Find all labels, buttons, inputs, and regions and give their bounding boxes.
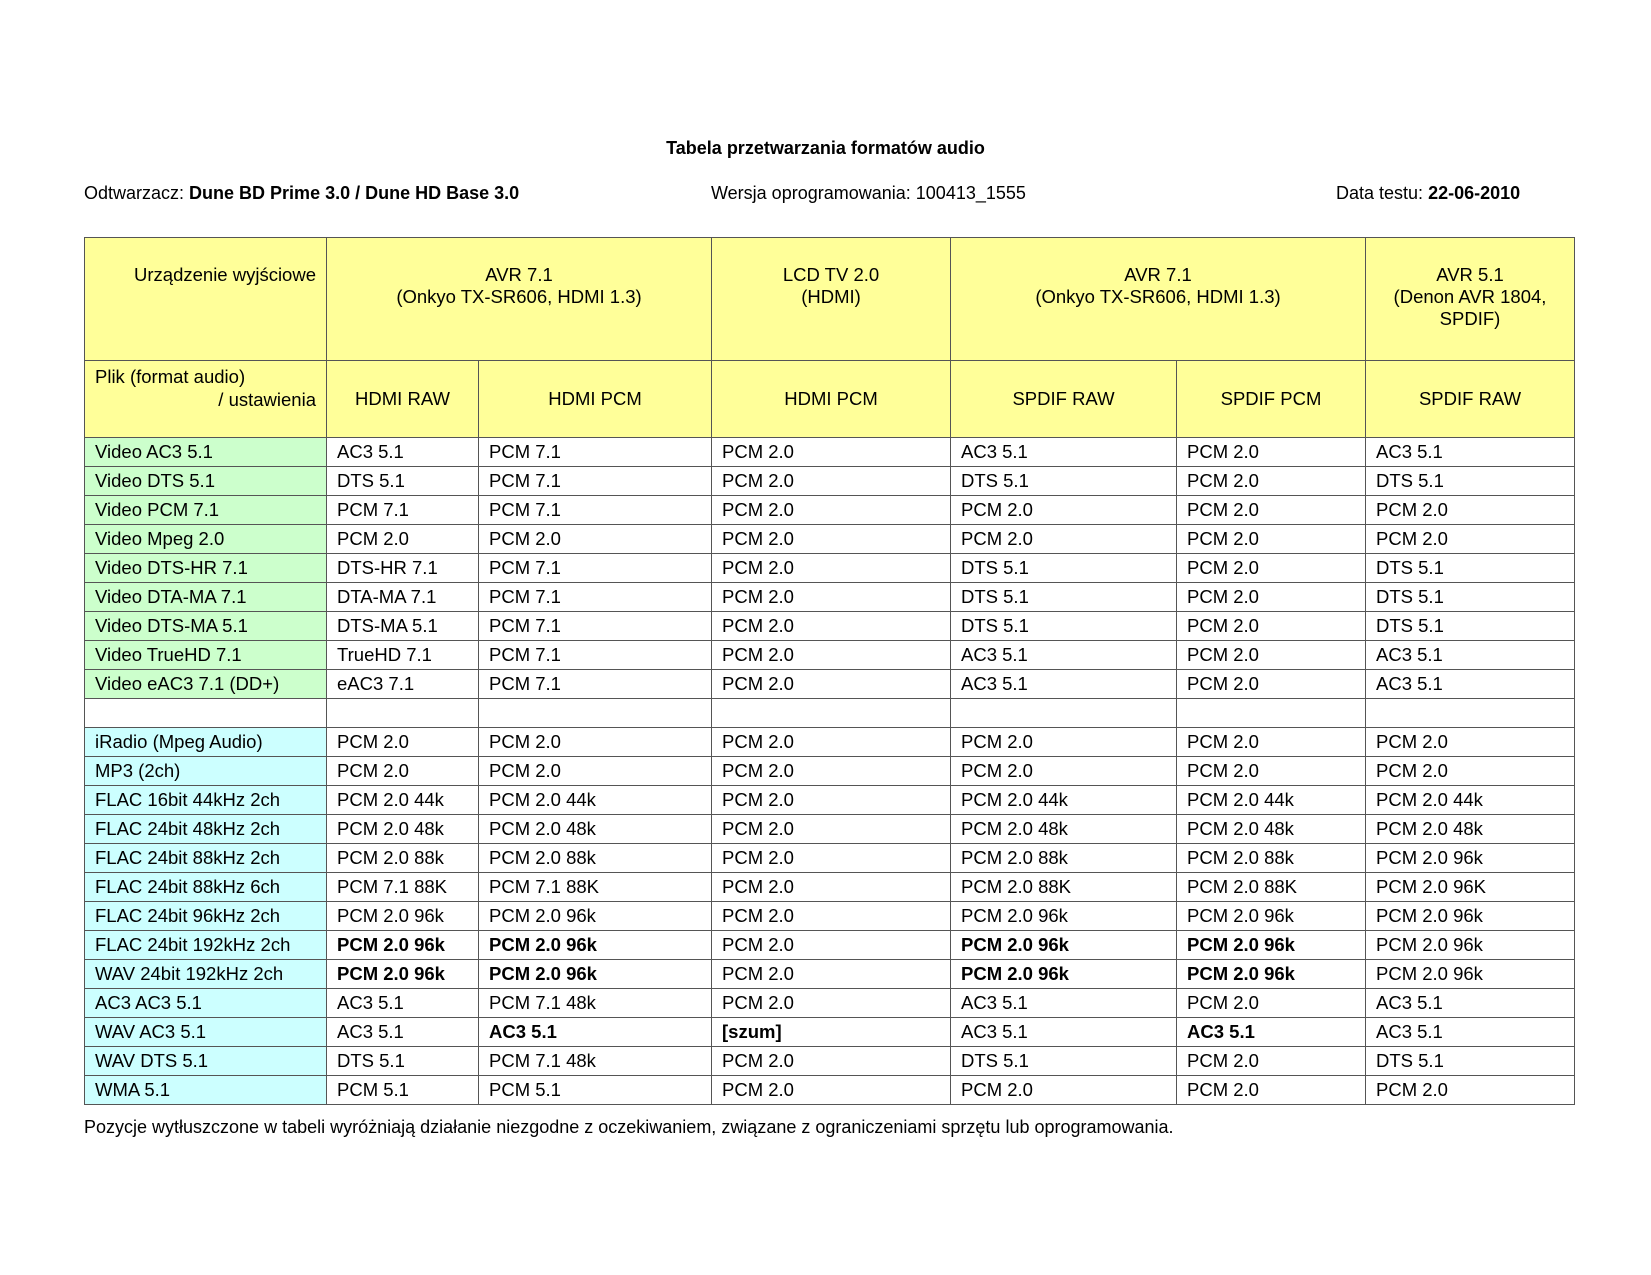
output-cell: PCM 2.0 96k [951,931,1177,960]
output-cell: PCM 2.0 [1177,612,1366,641]
empty-cell [712,699,951,728]
output-cell: PCM 2.0 [712,670,951,699]
output-cell: PCM 2.0 [1177,583,1366,612]
output-cell: PCM 7.1 [327,496,479,525]
mode-header-cell: SPDIF RAW [1366,361,1575,438]
output-cell: PCM 7.1 [479,670,712,699]
device-detail: (Denon AVR 1804, SPDIF) [1393,286,1547,329]
output-cell: DTS 5.1 [327,1047,479,1076]
file-format-cell: FLAC 16bit 44kHz 2ch [85,786,327,815]
software-info [711,183,1026,204]
output-cell: PCM 2.0 [1366,496,1575,525]
output-cell: PCM 7.1 [479,641,712,670]
output-cell: DTS 5.1 [951,554,1177,583]
output-cell: DTS 5.1 [1366,1047,1575,1076]
output-cell: DTS 5.1 [1366,554,1575,583]
output-cell: PCM 2.0 [1177,641,1366,670]
file-format-cell: Video AC3 5.1 [85,438,327,467]
output-cell: PCM 2.0 88k [1177,844,1366,873]
output-cell: PCM 2.0 [712,931,951,960]
software-label: Wersja oprogramowania: [711,183,911,203]
output-cell: PCM 2.0 96k [327,931,479,960]
empty-cell [1366,699,1575,728]
output-cell: PCM 2.0 96k [1366,960,1575,989]
empty-cell [327,699,479,728]
output-cell: PCM 2.0 [1177,1047,1366,1076]
output-cell: AC3 5.1 [951,641,1177,670]
output-cell: PCM 2.0 [479,728,712,757]
output-cell: PCM 2.0 [712,496,951,525]
output-cell: PCM 2.0 [951,728,1177,757]
table-row [85,496,1575,525]
device-header-cell [951,238,1366,361]
output-cell: PCM 2.0 96k [1366,844,1575,873]
output-cell: PCM 7.1 [479,612,712,641]
output-cell: PCM 2.0 96k [1177,902,1366,931]
date-value: 22-06-2010 [1428,183,1521,203]
output-cell: PCM 2.0 [1177,1076,1366,1105]
mode-header-cell: SPDIF PCM [1177,361,1366,438]
output-cell: AC3 5.1 [951,670,1177,699]
output-cell: PCM 2.0 88k [479,844,712,873]
output-cell: AC3 5.1 [1366,641,1575,670]
output-cell: PCM 2.0 [1177,554,1366,583]
device-header-cell [712,238,951,361]
file-format-cell: MP3 (2ch) [85,757,327,786]
table-row [85,467,1575,496]
file-format-cell: WAV 24bit 192kHz 2ch [85,960,327,989]
output-cell: PCM 2.0 44k [1366,786,1575,815]
output-cell: PCM 7.1 88K [327,873,479,902]
output-cell: DTS 5.1 [327,467,479,496]
output-cell: PCM 2.0 [712,438,951,467]
table-row [85,960,1575,989]
output-cell: PCM 2.0 [712,467,951,496]
output-cell: PCM 2.0 88K [1177,873,1366,902]
device-header-cell [1366,238,1575,361]
file-format-cell: Video DTS 5.1 [85,467,327,496]
output-cell: PCM 2.0 96k [479,931,712,960]
audio-format-table [84,237,1575,1105]
output-cell: PCM 2.0 [951,757,1177,786]
output-cell: PCM 2.0 [712,902,951,931]
page-title: Tabela przetwarzania formatów audio [666,138,985,158]
output-cell: PCM 7.1 88K [479,873,712,902]
output-cell: DTS 5.1 [1366,612,1575,641]
settings-text: / ustawienia [218,389,316,410]
table-row [85,902,1575,931]
output-cell: PCM 7.1 [479,438,712,467]
file-format-cell: Video TrueHD 7.1 [85,641,327,670]
output-cell: DTS 5.1 [951,1047,1177,1076]
output-cell: PCM 2.0 [1177,496,1366,525]
output-cell: PCM 2.0 [1177,757,1366,786]
output-cell: PCM 7.1 [479,467,712,496]
output-cell: PCM 2.0 48k [1366,815,1575,844]
output-cell: PCM 2.0 [712,583,951,612]
output-cell: AC3 5.1 [1366,438,1575,467]
output-cell: AC3 5.1 [327,1018,479,1047]
output-cell: PCM 2.0 [951,525,1177,554]
output-cell: PCM 2.0 96k [951,902,1177,931]
output-cell: AC3 5.1 [1366,989,1575,1018]
file-format-cell: WAV AC3 5.1 [85,1018,327,1047]
output-cell: PCM 7.1 48k [479,989,712,1018]
output-cell: PCM 2.0 [479,525,712,554]
output-cell: AC3 5.1 [1177,1018,1366,1047]
output-cell: DTS-HR 7.1 [327,554,479,583]
table-row [85,931,1575,960]
device-name: AVR 7.1 [1124,264,1192,285]
file-format-cell: FLAC 24bit 48kHz 2ch [85,815,327,844]
output-cell: [szum] [712,1018,951,1047]
output-cell: PCM 2.0 [1177,728,1366,757]
output-cell: PCM 2.0 88k [327,844,479,873]
empty-cell [951,699,1177,728]
output-device-label: Urządzenie wyjściowe [85,238,327,361]
empty-cell [1177,699,1366,728]
output-cell: PCM 2.0 96k [951,960,1177,989]
output-cell: PCM 2.0 [712,960,951,989]
file-format-cell: Video PCM 7.1 [85,496,327,525]
table-row [85,1047,1575,1076]
output-cell: PCM 2.0 [1177,670,1366,699]
output-cell: PCM 2.0 [712,873,951,902]
output-cell: PCM 2.0 [1177,989,1366,1018]
output-cell: PCM 2.0 96k [1177,931,1366,960]
table-row [85,583,1575,612]
output-cell: PCM 2.0 [712,757,951,786]
device-name: AVR 5.1 [1436,264,1504,285]
device-header-cell [327,238,712,361]
output-cell: DTS 5.1 [951,612,1177,641]
output-cell: PCM 2.0 [1366,1076,1575,1105]
spacer-row [85,699,1575,728]
mode-header-cell: HDMI RAW [327,361,479,438]
mode-header-cell: HDMI PCM [479,361,712,438]
table-row [85,873,1575,902]
table-row [85,612,1575,641]
player-info [84,183,519,204]
table-row [85,670,1575,699]
output-cell: PCM 2.0 96k [479,960,712,989]
device-detail: (Onkyo TX-SR606, HDMI 1.3) [1035,286,1281,307]
output-cell: PCM 2.0 [712,844,951,873]
output-cell: PCM 2.0 [1366,728,1575,757]
output-cell: PCM 2.0 [327,728,479,757]
output-cell: PCM 2.0 [951,496,1177,525]
output-cell: PCM 2.0 44k [951,786,1177,815]
player-label: Odtwarzacz: [84,183,185,203]
mode-header-row [85,361,1575,438]
table-row [85,786,1575,815]
output-cell: PCM 7.1 [479,583,712,612]
file-format-text: Plik (format audio) [95,366,246,387]
player-value: Dune BD Prime 3.0 / Dune HD Base 3.0 [189,183,520,203]
output-cell: PCM 2.0 [327,525,479,554]
output-cell: PCM 2.0 [327,757,479,786]
table-row [85,989,1575,1018]
output-cell: PCM 2.0 48k [1177,815,1366,844]
output-cell: PCM 2.0 [712,525,951,554]
output-cell: PCM 2.0 44k [479,786,712,815]
empty-cell [85,699,327,728]
output-cell: PCM 2.0 [712,786,951,815]
mode-header-cell: HDMI PCM [712,361,951,438]
device-detail: (Onkyo TX-SR606, HDMI 1.3) [396,286,642,307]
output-cell: PCM 2.0 [1177,438,1366,467]
empty-cell [479,699,712,728]
output-cell: AC3 5.1 [327,438,479,467]
device-name: LCD TV 2.0 [782,264,880,285]
output-cell: eAC3 7.1 [327,670,479,699]
mode-header-cell: SPDIF RAW [951,361,1177,438]
table-row [85,641,1575,670]
output-cell: DTA-MA 7.1 [327,583,479,612]
output-cell: PCM 2.0 [712,728,951,757]
date-label: Data testu: [1336,183,1424,203]
table-row [85,525,1575,554]
file-format-cell: WAV DTS 5.1 [85,1047,327,1076]
output-cell: AC3 5.1 [1366,670,1575,699]
output-cell: AC3 5.1 [327,989,479,1018]
output-cell: PCM 2.0 [712,641,951,670]
output-cell: PCM 2.0 [951,1076,1177,1105]
device-header-row [85,238,1575,361]
output-cell: AC3 5.1 [479,1018,712,1047]
table-row [85,757,1575,786]
file-format-cell: FLAC 24bit 192kHz 2ch [85,931,327,960]
output-cell: PCM 2.0 [712,1076,951,1105]
output-cell: PCM 2.0 48k [479,815,712,844]
output-cell: PCM 2.0 [712,989,951,1018]
table-row [85,815,1575,844]
output-cell: PCM 5.1 [327,1076,479,1105]
output-cell: PCM 7.1 [479,496,712,525]
file-format-cell: Video DTS-MA 5.1 [85,612,327,641]
output-cell: AC3 5.1 [951,1018,1177,1047]
output-cell: PCM 2.0 88K [951,873,1177,902]
device-detail: (HDMI) [801,286,861,307]
output-cell: PCM 2.0 [712,612,951,641]
file-format-label [85,361,327,438]
output-cell: PCM 2.0 96k [1366,902,1575,931]
output-cell: PCM 2.0 48k [951,815,1177,844]
output-cell: PCM 2.0 96k [1177,960,1366,989]
output-cell: PCM 2.0 44k [1177,786,1366,815]
output-cell: PCM 2.0 [479,757,712,786]
output-cell: DTS-MA 5.1 [327,612,479,641]
output-cell: PCM 2.0 48k [327,815,479,844]
output-cell: AC3 5.1 [951,438,1177,467]
file-format-cell: Video Mpeg 2.0 [85,525,327,554]
output-cell: PCM 2.0 96k [327,902,479,931]
table-row [85,438,1575,467]
footer-note: Pozycje wytłuszczone w tabeli wyróżniają działanie niezgodne z oczekiwaniem, związane z ograniczeniami sprzętu lub oprogramowania. [84,1117,1174,1137]
output-cell: DTS 5.1 [1366,467,1575,496]
file-format-cell: Video DTA-MA 7.1 [85,583,327,612]
output-cell: PCM 2.0 [1366,757,1575,786]
file-format-cell: FLAC 24bit 88kHz 6ch [85,873,327,902]
output-cell: AC3 5.1 [1366,1018,1575,1047]
file-format-cell: FLAC 24bit 96kHz 2ch [85,902,327,931]
output-cell: PCM 2.0 44k [327,786,479,815]
device-name: AVR 7.1 [485,264,553,285]
output-cell: PCM 2.0 [712,815,951,844]
output-cell: PCM 7.1 48k [479,1047,712,1076]
output-cell: PCM 2.0 [1366,525,1575,554]
date-info [1336,183,1520,204]
table-row [85,1076,1575,1105]
output-cell: AC3 5.1 [951,989,1177,1018]
file-format-cell: iRadio (Mpeg Audio) [85,728,327,757]
output-cell: PCM 2.0 [1177,467,1366,496]
output-cell: PCM 5.1 [479,1076,712,1105]
output-cell: PCM 2.0 96k [327,960,479,989]
output-cell: DTS 5.1 [1366,583,1575,612]
software-value: 100413_1555 [915,183,1026,203]
output-cell: PCM 2.0 96K [1366,873,1575,902]
file-format-cell: AC3 AC3 5.1 [85,989,327,1018]
output-cell: DTS 5.1 [951,583,1177,612]
output-cell: PCM 2.0 [1177,525,1366,554]
table-row [85,844,1575,873]
output-cell: TrueHD 7.1 [327,641,479,670]
output-cell: PCM 2.0 88k [951,844,1177,873]
table-row [85,554,1575,583]
file-format-cell: Video DTS-HR 7.1 [85,554,327,583]
table-row [85,1018,1575,1047]
output-cell: DTS 5.1 [951,467,1177,496]
output-cell: PCM 2.0 96k [1366,931,1575,960]
file-format-cell: FLAC 24bit 88kHz 2ch [85,844,327,873]
output-cell: PCM 2.0 [712,1047,951,1076]
output-cell: PCM 2.0 96k [479,902,712,931]
file-format-cell: Video eAC3 7.1 (DD+) [85,670,327,699]
table-row [85,728,1575,757]
output-cell: PCM 2.0 [712,554,951,583]
file-format-cell: WMA 5.1 [85,1076,327,1105]
output-cell: PCM 7.1 [479,554,712,583]
